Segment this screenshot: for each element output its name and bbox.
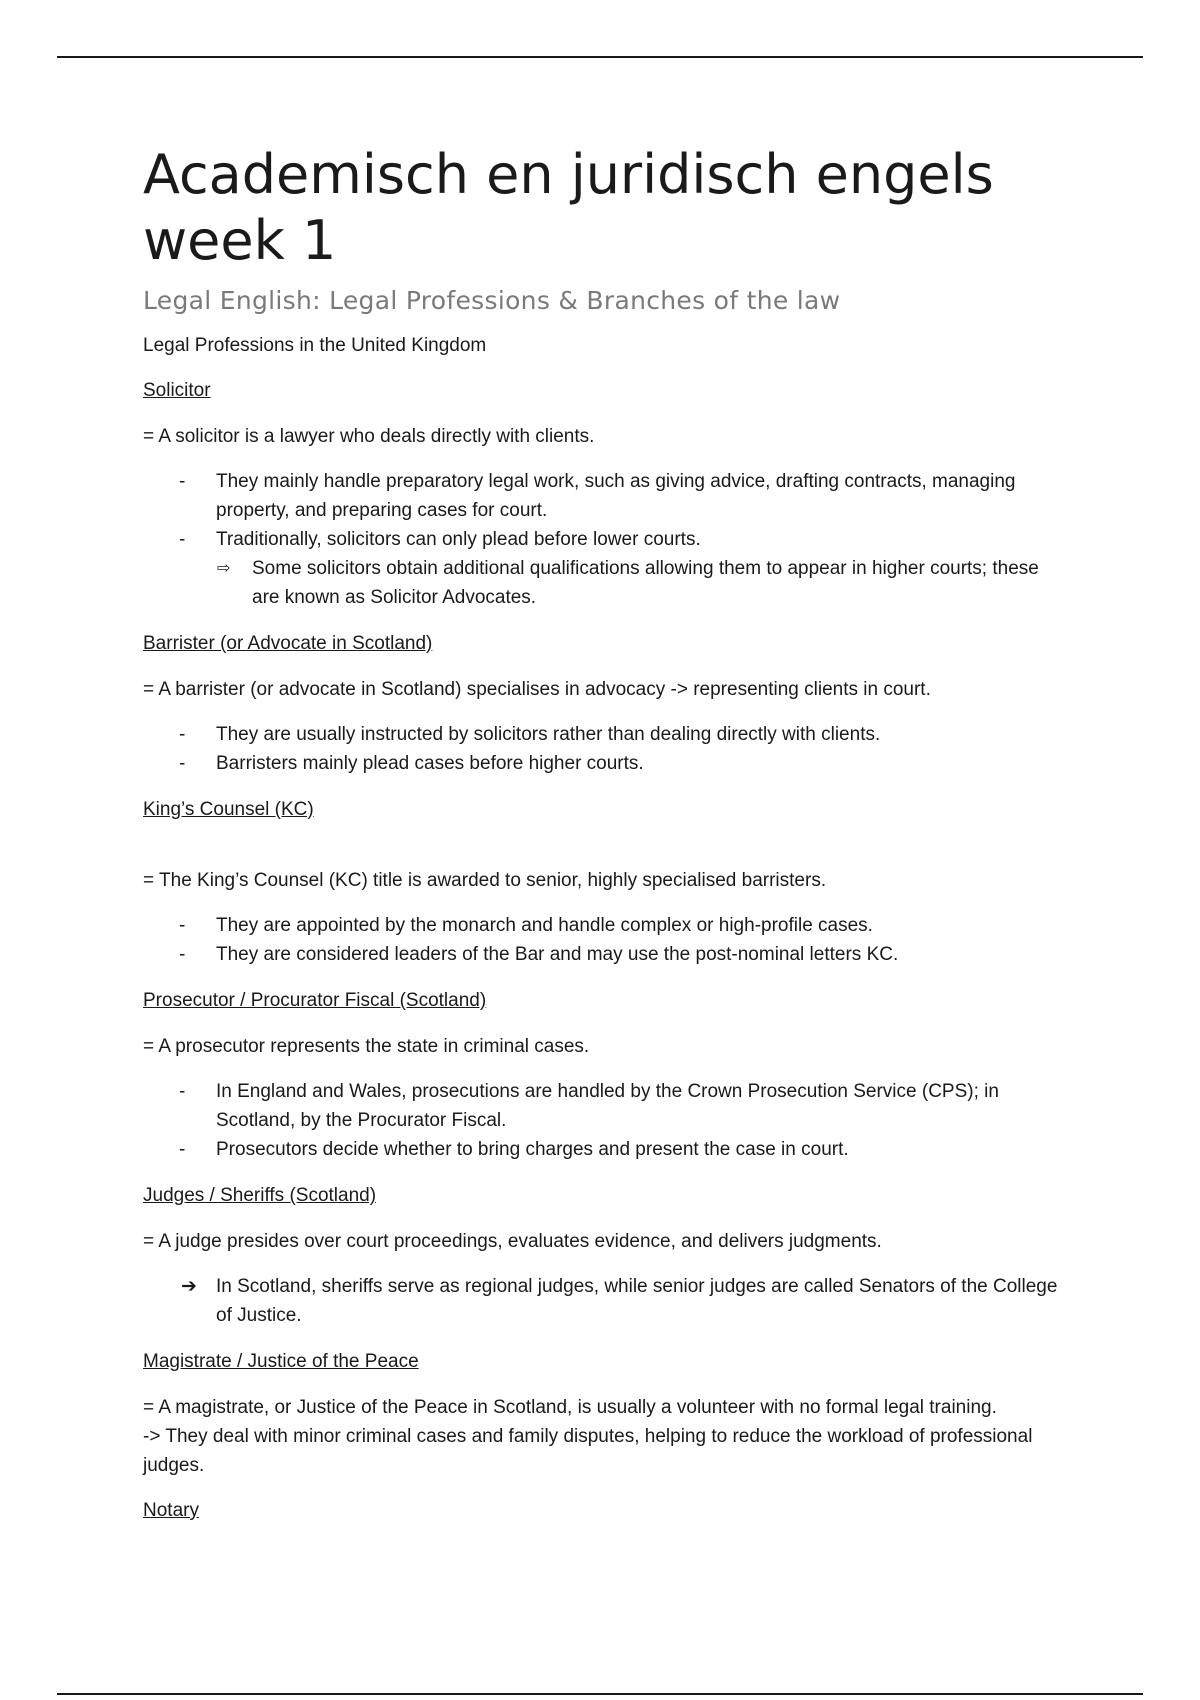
heading-judges: Judges / Sheriffs (Scotland) [143,1185,377,1206]
spacer [143,824,1063,856]
bullet-list-barrister [143,720,1063,778]
definition-judges: = A judge presides over court proceedings, evaluates evidence, and delivers judgments. [143,1231,882,1252]
dash-bullet-icon: - [179,471,186,492]
heading-solicitor: Solicitor [143,380,211,401]
list-item: - Prosecutors decide whether to bring charges and present the case in court. [143,1135,1063,1164]
dash-bullet-icon: - [179,753,186,774]
document-title: Academisch en juridisch engels week 1 [143,143,994,272]
heading-barrister: Barrister (or Advocate in Scotland) [143,633,433,654]
heading-prosecutor: Prosecutor / Procurator Fiscal (Scotland) [143,990,487,1011]
definition-barrister: = A barrister (or advocate in Scotland) specialises in advocacy -> representing clients in court. [143,679,931,700]
intro-line: Legal Professions in the United Kingdom [143,335,487,356]
document-body [143,142,1063,1542]
document-subtitle: Legal English: Legal Professions & Branches of the law [143,286,841,315]
heading-magistrate: Magistrate / Justice of the Peace [143,1351,419,1372]
continuation-magistrate: -> They deal with minor criminal cases and family disputes, helping to reduce the workload of professional judges. [143,1426,1033,1476]
bullet-list-solicitor [143,467,1063,554]
hollow-arrow-icon: ⇨ [217,560,231,577]
top-rule [57,56,1143,58]
list-item: - Barristers mainly plead cases before higher courts. [143,749,1063,778]
solid-arrow-icon: ➔ [181,1276,197,1297]
definition-prosecutor: = A prosecutor represents the state in criminal cases. [143,1036,590,1057]
heading-kc: King’s Counsel (KC) [143,799,314,820]
dash-bullet-icon: - [179,529,186,550]
list-item: - In England and Wales, prosecutions are handled by the Crown Prosecution Service (CPS); in Scotland, by the Procurator Fiscal. [143,1077,1063,1135]
heading-notary: Notary [143,1500,199,1521]
dash-bullet-icon: - [179,915,186,936]
list-item: - They are usually instructed by solicitors rather than dealing directly with clients. [143,720,1063,749]
dash-bullet-icon: - [179,724,186,745]
definition-kc: = The King’s Counsel (KC) title is awarded to senior, highly specialised barristers. [143,870,827,891]
sub-bullet-solicitor: ⇨ Some solicitors obtain additional qualifications allowing them to appear in higher courts; these are known as Solicitor Advocates. [143,554,1063,612]
bullet-list-kc [143,911,1063,969]
list-item: - They are appointed by the monarch and handle complex or high-profile cases. [143,911,1063,940]
list-item: - They are considered leaders of the Bar and may use the post-nominal letters KC. [143,940,1063,969]
list-item: - Traditionally, solicitors can only plead before lower courts. [143,525,1063,554]
definition-solicitor: = A solicitor is a lawyer who deals directly with clients. [143,426,595,447]
bottom-rule [57,1693,1143,1695]
bullet-list-prosecutor [143,1077,1063,1164]
arrow-item-judges: ➔ In Scotland, sheriffs serve as regional judges, while senior judges are called Senators of the College of Justice. [143,1272,1063,1330]
list-item: - They mainly handle preparatory legal work, such as giving advice, drafting contracts, managing property, and preparing cases for court. [143,467,1063,525]
dash-bullet-icon: - [179,1139,186,1160]
definition-magistrate: = A magistrate, or Justice of the Peace in Scotland, is usually a volunteer with no formal legal training. [143,1397,997,1418]
dash-bullet-icon: - [179,944,186,965]
dash-bullet-icon: - [179,1081,186,1102]
